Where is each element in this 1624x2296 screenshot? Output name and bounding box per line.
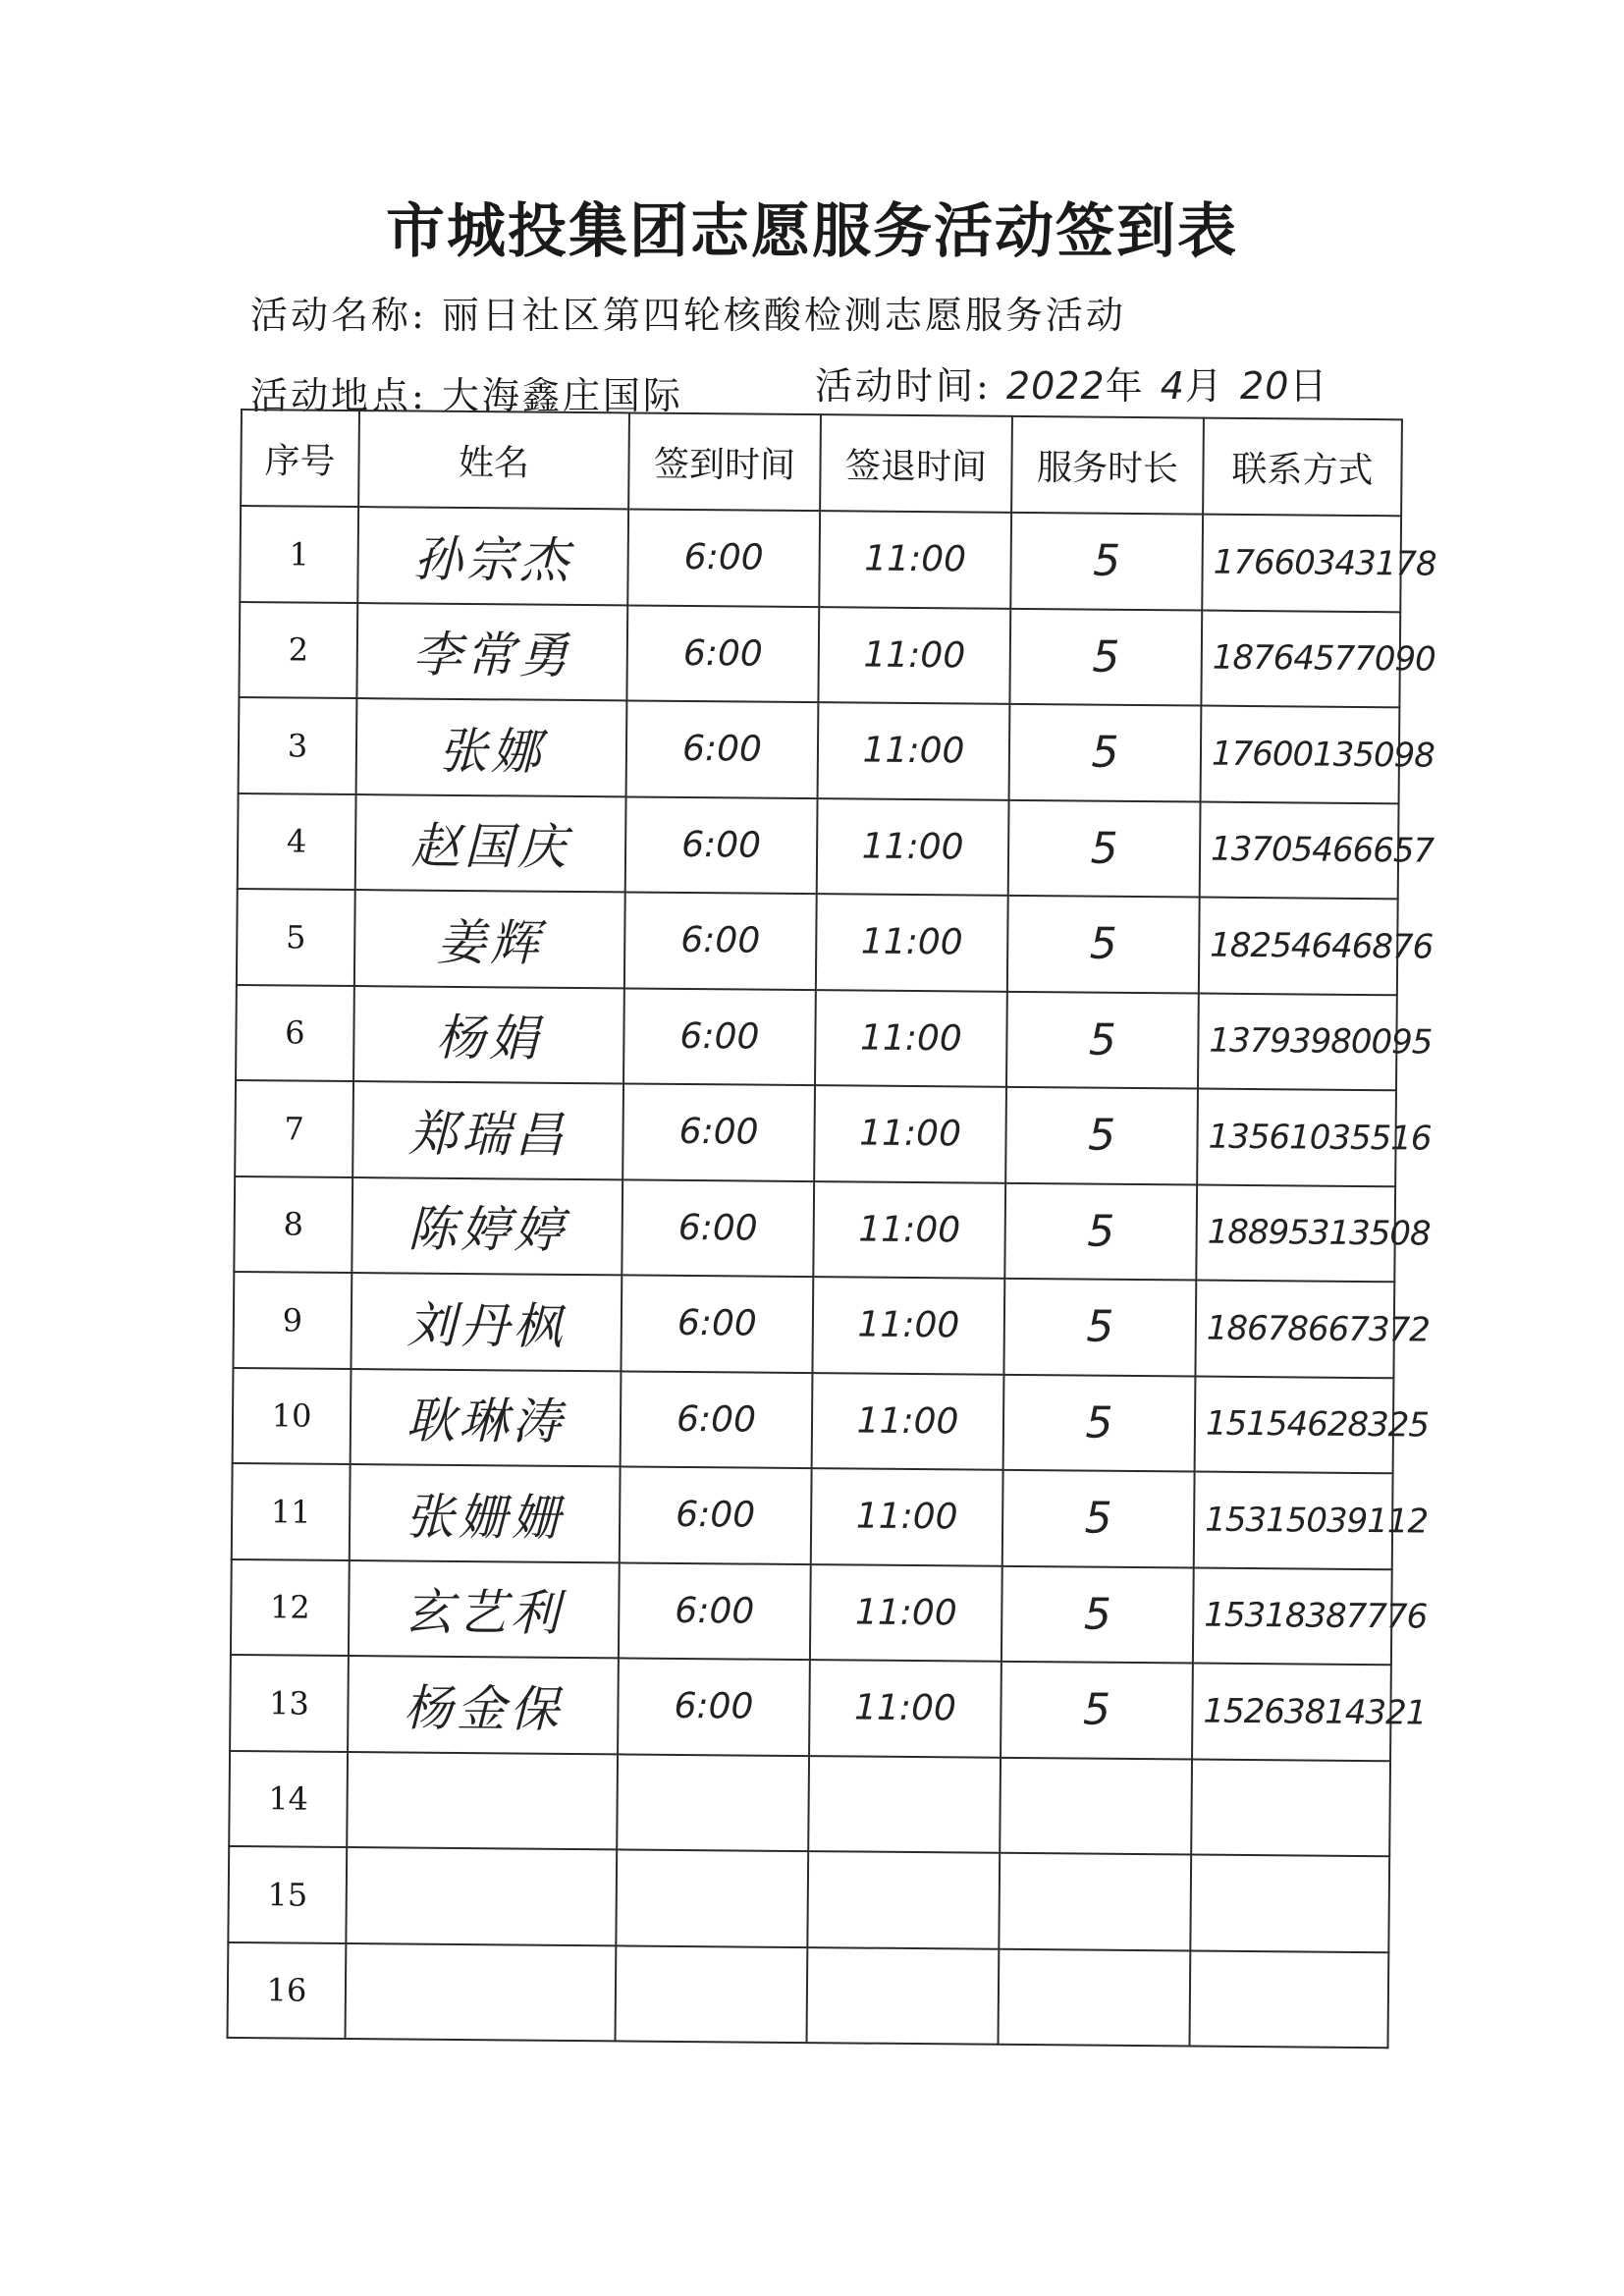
row-phone: 18678667372 (1195, 1281, 1394, 1378)
activity-name-line (250, 285, 1126, 339)
row-checkout: 11:00 (819, 511, 1011, 608)
activity-place-value: 大海鑫庄国际 (441, 374, 683, 417)
row-checkout: 11:00 (812, 1373, 1004, 1470)
row-serial: 7 (235, 1080, 353, 1177)
row-checkout (807, 1851, 1000, 1948)
activity-time-day-unit: 日 (1289, 364, 1330, 408)
row-name (346, 1942, 617, 2041)
header-service-duration: 服务时长 (1011, 416, 1204, 515)
row-duration (999, 1853, 1191, 1950)
row-duration: 5 (1002, 1470, 1195, 1567)
row-name: 玄艺利 (349, 1560, 620, 1659)
table-row (237, 889, 1398, 995)
row-serial: 16 (228, 1941, 347, 2039)
header-contact: 联系方式 (1203, 418, 1402, 517)
row-phone: 15318387776 (1193, 1567, 1392, 1665)
row-serial: 12 (231, 1558, 350, 1656)
row-checkin: 6:00 (621, 1275, 813, 1372)
row-name: 杨娟 (353, 986, 624, 1084)
table-row (239, 602, 1400, 708)
row-checkin (616, 1945, 808, 2043)
table-row (236, 984, 1397, 1090)
table-row (233, 1272, 1394, 1378)
activity-place-label: 活动地点: (250, 374, 427, 417)
row-checkin (617, 1754, 809, 1851)
row-serial: 15 (228, 1846, 347, 1943)
row-serial: 13 (230, 1655, 349, 1752)
row-duration: 5 (1009, 608, 1202, 705)
row-checkout: 11:00 (811, 1468, 1003, 1565)
row-duration: 5 (1003, 1374, 1196, 1471)
activity-time-year-unit: 年 (1105, 364, 1146, 408)
row-phone: 15263814321 (1192, 1664, 1391, 1761)
row-phone: 13793980095 (1198, 993, 1397, 1090)
row-serial: 3 (239, 697, 357, 794)
activity-time-year: 2022 (1005, 364, 1106, 408)
row-checkout: 11:00 (813, 1181, 1005, 1279)
row-checkout: 11:00 (816, 894, 1008, 991)
row-serial: 8 (234, 1175, 352, 1273)
row-checkin: 6:00 (618, 1658, 810, 1755)
table-row (238, 793, 1399, 899)
table-row (234, 1175, 1395, 1282)
row-phone: 18254646876 (1199, 898, 1398, 995)
table-row (228, 1941, 1389, 2048)
activity-time-day: 20 (1240, 364, 1290, 408)
header-checkout-time: 签退时间 (820, 414, 1012, 513)
table-row (240, 506, 1401, 612)
row-name: 赵国庆 (355, 794, 626, 893)
row-checkout: 11:00 (814, 1085, 1006, 1182)
table-row (239, 697, 1400, 803)
row-phone: 17660343178 (1202, 515, 1401, 612)
row-serial: 5 (237, 889, 355, 986)
row-duration: 5 (1006, 991, 1199, 1088)
row-checkin (616, 1849, 808, 1946)
row-duration: 5 (1001, 1565, 1194, 1663)
table-row (233, 1367, 1394, 1473)
row-duration (1000, 1757, 1192, 1854)
table-row (230, 1655, 1391, 1761)
header-serial: 序号 (241, 410, 359, 507)
header-name: 姓名 (358, 410, 629, 509)
table-row (229, 1750, 1390, 1856)
row-checkin: 6:00 (626, 700, 819, 797)
row-checkin: 6:00 (627, 509, 820, 606)
row-serial: 2 (239, 602, 357, 699)
row-duration: 5 (1010, 513, 1203, 610)
row-duration (998, 1948, 1190, 2046)
row-checkout: 11:00 (818, 607, 1010, 704)
row-checkout (808, 1756, 1001, 1853)
row-serial: 11 (232, 1463, 351, 1560)
row-duration: 5 (1005, 1087, 1198, 1184)
row-serial: 1 (240, 506, 358, 603)
row-serial: 14 (229, 1750, 348, 1847)
activity-time-label: 活动时间: (815, 364, 992, 408)
row-phone: 18895313508 (1196, 1184, 1395, 1282)
row-checkin: 6:00 (622, 1179, 814, 1277)
activity-name-label: 活动名称: (250, 294, 427, 337)
table-body (228, 506, 1436, 2048)
row-duration: 5 (1003, 1279, 1196, 1376)
row-checkin: 6:00 (626, 605, 819, 702)
row-name: 陈婷婷 (352, 1177, 623, 1276)
row-name: 张姗姗 (350, 1464, 621, 1562)
row-phone: 13561035516 (1197, 1089, 1396, 1186)
row-phone: 18764577090 (1201, 610, 1400, 707)
row-checkout: 11:00 (815, 990, 1007, 1087)
row-duration: 5 (1004, 1182, 1197, 1280)
row-checkout: 11:00 (809, 1660, 1001, 1757)
row-name: 耿琳涛 (351, 1369, 622, 1467)
activity-name-value: 丽日社区第四轮核酸检测志愿服务活动 (441, 294, 1126, 337)
row-name: 李常勇 (356, 603, 627, 701)
row-phone (1190, 1855, 1389, 1952)
row-duration: 5 (1007, 896, 1200, 993)
row-phone: 15315039112 (1194, 1472, 1393, 1569)
table-row (235, 1080, 1396, 1186)
activity-time-month: 4 (1160, 364, 1185, 408)
activity-time-month-unit: 月 (1184, 364, 1225, 408)
row-checkin: 6:00 (625, 796, 818, 894)
row-checkin: 6:00 (619, 1562, 811, 1660)
row-serial: 6 (236, 984, 354, 1081)
row-serial: 4 (238, 793, 356, 890)
row-name: 姜辉 (354, 890, 625, 988)
row-name: 张娜 (356, 698, 627, 796)
row-name: 刘丹枫 (351, 1273, 622, 1371)
row-duration: 5 (1009, 704, 1202, 801)
form-title: 市城投集团志愿服务活动签到表 (386, 197, 1238, 266)
row-name: 杨金保 (348, 1656, 619, 1754)
table-header-row (241, 410, 1402, 516)
signin-sheet (227, 409, 1436, 2049)
table-row (232, 1463, 1393, 1569)
row-checkin: 6:00 (623, 988, 816, 1085)
row-phone (1191, 1759, 1390, 1856)
row-phone: 15154628325 (1195, 1376, 1394, 1473)
row-name: 郑瑞昌 (352, 1081, 623, 1179)
row-checkin: 6:00 (620, 1466, 812, 1563)
signin-table (227, 409, 1436, 2049)
header-checkin-time: 签到时间 (628, 412, 821, 511)
table-row (228, 1846, 1389, 1952)
row-checkout: 11:00 (817, 798, 1009, 896)
row-phone (1189, 1950, 1388, 2048)
row-duration: 5 (1001, 1662, 1193, 1759)
row-phone: 13705466657 (1200, 801, 1399, 899)
row-checkout (807, 1947, 1000, 2045)
row-checkout: 11:00 (818, 702, 1010, 799)
row-phone: 17600135098 (1201, 706, 1400, 803)
row-checkout: 11:00 (812, 1277, 1004, 1374)
row-checkout: 11:00 (810, 1564, 1002, 1662)
activity-time-line (815, 355, 1329, 410)
row-checkin: 6:00 (624, 892, 817, 989)
row-checkin: 6:00 (623, 1083, 815, 1180)
table-row (231, 1558, 1392, 1665)
row-checkin: 6:00 (621, 1371, 813, 1468)
row-duration: 5 (1008, 799, 1201, 897)
row-serial: 10 (233, 1367, 352, 1464)
row-name: 孙宗杰 (357, 507, 628, 605)
row-serial: 9 (233, 1272, 352, 1369)
row-name (346, 1847, 617, 1945)
row-name (347, 1752, 618, 1850)
